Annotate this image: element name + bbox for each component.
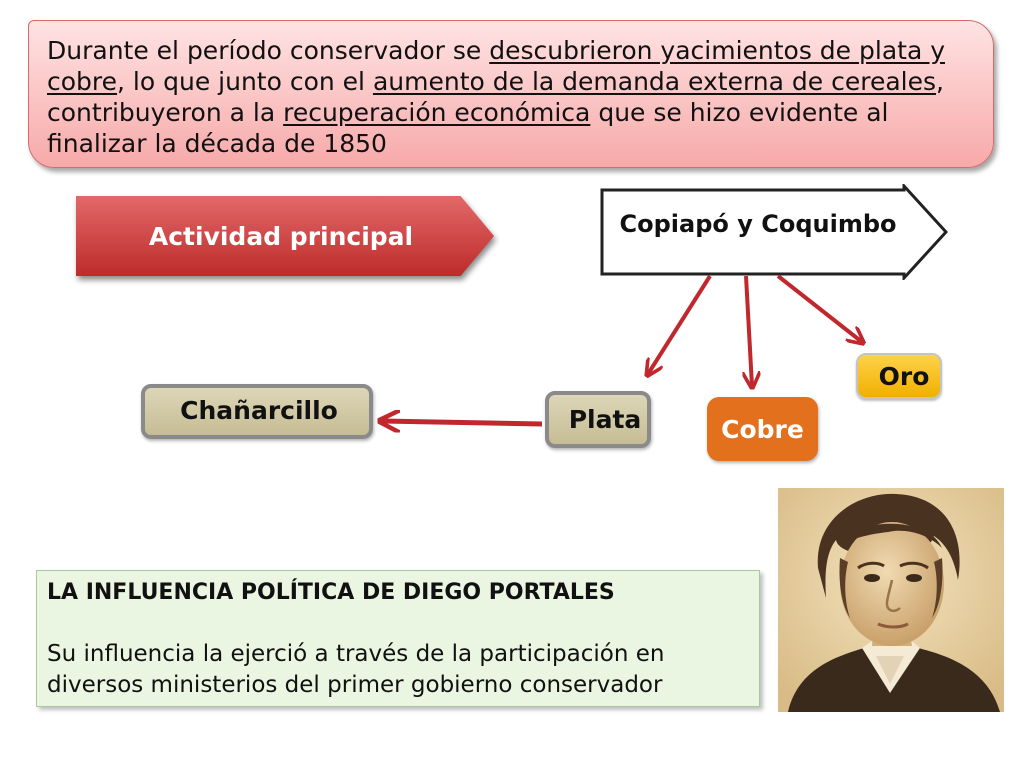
plata-label: Plata xyxy=(568,405,642,434)
portales-box xyxy=(36,570,760,707)
region-label: Copiapó y Coquimbo xyxy=(619,210,897,238)
summary-text-3: , contribuyeron a la xyxy=(47,67,944,127)
chanarcillo-box xyxy=(141,384,373,439)
arrow-to-cobre xyxy=(746,276,752,386)
arrow-to-oro xyxy=(778,276,862,342)
summary-text-4: que se hizo evidente al finalizar la década de 1850 xyxy=(47,98,889,158)
summary-highlight-recovery: recuperación económica xyxy=(283,98,591,127)
summary-text-2: , lo que junto con el xyxy=(117,67,373,96)
summary-highlight-deposits: descubrieron yacimientos de plata y cobre xyxy=(47,36,945,96)
oro-box xyxy=(856,353,942,399)
arrow-to-chanarcillo xyxy=(382,421,542,424)
plata-box xyxy=(545,391,651,448)
summary-text-1: Durante el período conservador se xyxy=(47,36,490,65)
chanarcillo-label: Chañarcillo xyxy=(180,396,338,425)
summary-highlight-demand: aumento de la demanda externa de cereales xyxy=(372,67,937,96)
portales-body: Su influencia la ejerció a través de la participación en diversos ministerios del primer gobierno conservador xyxy=(47,641,665,698)
arrow-to-plata xyxy=(648,276,710,374)
portrait-image xyxy=(778,488,1004,712)
activity-label: Actividad principal xyxy=(148,221,414,251)
cobre-box xyxy=(707,397,818,461)
cobre-label: Cobre xyxy=(721,414,804,444)
portales-title: LA INFLUENCIA POLÍTICA DE DIEGO PORTALES xyxy=(47,580,615,605)
oro-label: Oro xyxy=(878,361,930,391)
